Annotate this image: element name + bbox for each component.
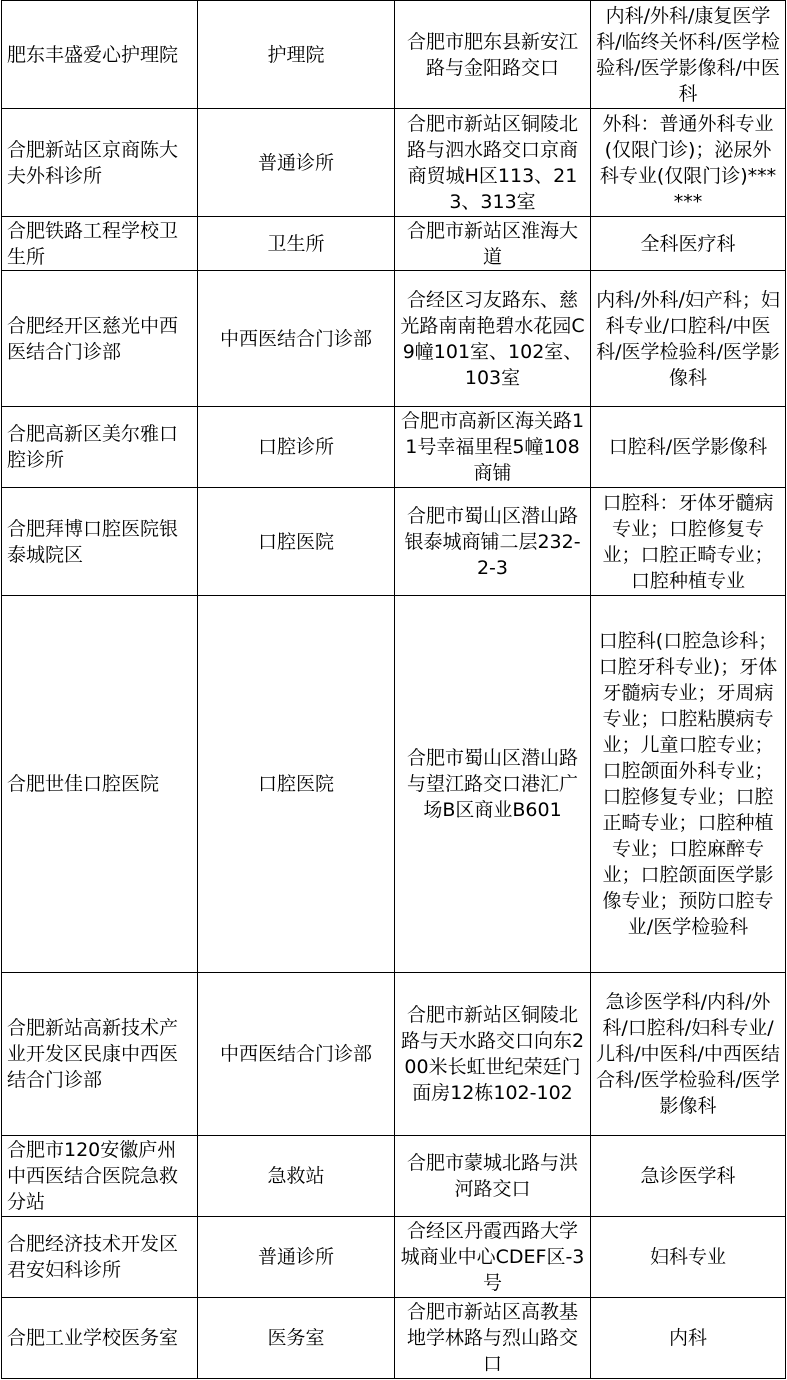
institution-name: 合肥经济技术开发区君安妇科诊所 — [2, 1217, 198, 1298]
institution-name: 合肥拜博口腔医院银泰城院区 — [2, 488, 198, 596]
institution-address: 合经区习友路东、慈光路南南艳碧水花园C9幢101室、102室、103室 — [395, 271, 591, 407]
institution-departments: 外科：普通外科专业(仅限门诊)；泌尿外科专业(仅限门诊)****** — [591, 109, 786, 217]
institution-address: 合肥市新站区淮海大道 — [395, 217, 591, 271]
table-row — [2, 596, 786, 973]
institution-name: 合肥市120安徽庐州中西医结合医院急救分站 — [2, 1136, 198, 1217]
table-row — [2, 1136, 786, 1217]
institution-departments: 内科/外科/妇产科；妇科专业/口腔科/中医科/医学检验科/医学影像科 — [591, 271, 786, 407]
institution-type: 口腔医院 — [198, 596, 395, 973]
institution-departments: 口腔科/医学影像科 — [591, 407, 786, 488]
institution-type: 急救站 — [198, 1136, 395, 1217]
table-row — [2, 271, 786, 407]
institution-departments: 急诊医学科 — [591, 1136, 786, 1217]
institution-address: 合肥市蒙城北路与洪河路交口 — [395, 1136, 591, 1217]
institution-address: 合肥市新站区铜陵北路与泗水路交口京商商贸城H区113、213、313室 — [395, 109, 591, 217]
institution-departments: 口腔科(口腔急诊科；口腔牙科专业)；牙体牙髓病专业；牙周病专业；口腔粘膜病专业；儿童口腔专业；口腔颌面外科专业；口腔修复专业；口腔正畸专业；口腔种植专业；口腔麻醉专业；口腔颌面医学影像专业；预防口腔专业/医学检验科 — [591, 596, 786, 973]
institution-name: 合肥经开区慈光中西医结合门诊部 — [2, 271, 198, 407]
institution-departments: 急诊医学科/内科/外科/口腔科/妇科专业/儿科/中医科/中西医结合科/医学检验科/医学影像科 — [591, 973, 786, 1136]
institution-name: 合肥铁路工程学校卫生所 — [2, 217, 198, 271]
table-row — [2, 217, 786, 271]
institution-type: 普通诊所 — [198, 109, 395, 217]
institution-address: 合肥市肥东县新安江路与金阳路交口 — [395, 1, 591, 109]
institution-name: 合肥高新区美尔雅口腔诊所 — [2, 407, 198, 488]
institution-name: 合肥新站高新技术产业开发区民康中西医结合门诊部 — [2, 973, 198, 1136]
table-row — [2, 1217, 786, 1298]
table-row — [2, 488, 786, 596]
table-row — [2, 973, 786, 1136]
table-row — [2, 1, 786, 109]
institution-address: 合肥市蜀山区潜山路与望江路交口港汇广场B区商业B601 — [395, 596, 591, 973]
institution-type: 中西医结合门诊部 — [198, 973, 395, 1136]
institution-address: 合经区丹霞西路大学城商业中心CDEF区-3号 — [395, 1217, 591, 1298]
institution-departments: 妇科专业 — [591, 1217, 786, 1298]
institution-departments: 全科医疗科 — [591, 217, 786, 271]
institution-type: 口腔诊所 — [198, 407, 395, 488]
table-row — [2, 407, 786, 488]
institution-type: 普通诊所 — [198, 1217, 395, 1298]
institution-name: 合肥新站区京商陈大夫外科诊所 — [2, 109, 198, 217]
institution-address: 合肥市蜀山区潜山路银泰城商铺二层232-2-3 — [395, 488, 591, 596]
institution-address: 合肥市新站区高教基地学林路与烈山路交口 — [395, 1298, 591, 1379]
institution-type: 医务室 — [198, 1298, 395, 1379]
institution-departments: 内科 — [591, 1298, 786, 1379]
institution-type: 卫生所 — [198, 217, 395, 271]
table-row — [2, 109, 786, 217]
institution-type: 护理院 — [198, 1, 395, 109]
institution-name: 合肥世佳口腔医院 — [2, 596, 198, 973]
institution-departments: 内科/外科/康复医学科/临终关怀科/医学检验科/医学影像科/中医科 — [591, 1, 786, 109]
institution-departments: 口腔科：牙体牙髓病专业；口腔修复专业；口腔正畸专业；口腔种植专业 — [591, 488, 786, 596]
institution-type: 口腔医院 — [198, 488, 395, 596]
institution-address: 合肥市新站区铜陵北路与天水路交口向东200米长虹世纪荣廷门面房12栋102-102 — [395, 973, 591, 1136]
table-row — [2, 1298, 786, 1379]
clinic-table — [1, 0, 786, 1379]
institution-name: 合肥工业学校医务室 — [2, 1298, 198, 1379]
institution-address: 合肥市高新区海关路11号幸福里程5幢108商铺 — [395, 407, 591, 488]
institution-name: 肥东丰盛爱心护理院 — [2, 1, 198, 109]
institution-type: 中西医结合门诊部 — [198, 271, 395, 407]
